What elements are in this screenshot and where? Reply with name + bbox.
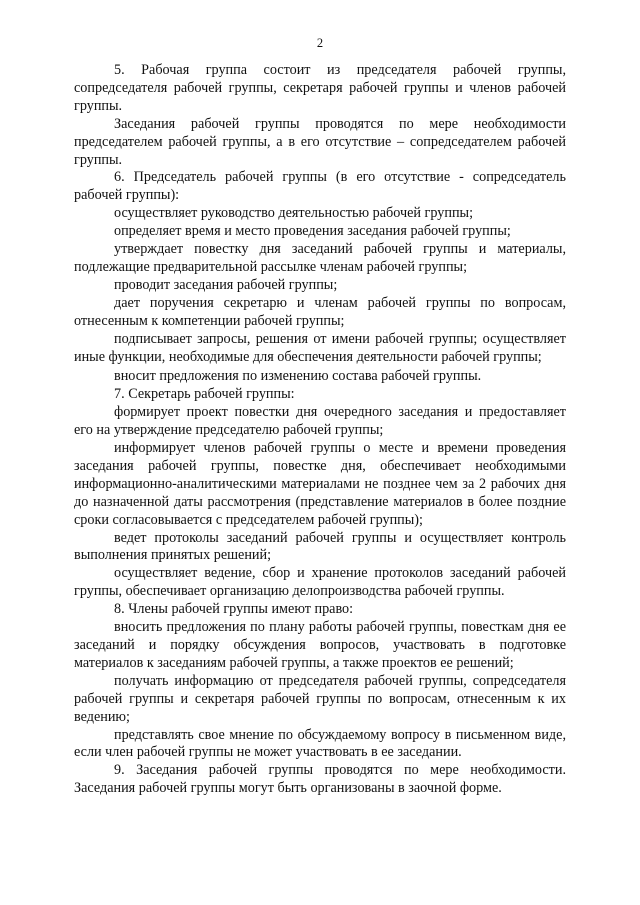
paragraph-chair-duty-2: определяет время и место проведения заседания рабочей группы; <box>114 223 511 240</box>
paragraph-7: 7. Секретарь рабочей группы: <box>114 386 295 403</box>
paragraph-chair-duty-6: подписывает запросы, решения от имени рабочей группы; осуществляет иные функции, необходимые для обеспечения деятельности рабочей группы; <box>74 330 566 365</box>
page-number: 2 <box>316 36 324 50</box>
paragraph-8: 8. Члены рабочей группы имеют право: <box>114 601 354 618</box>
paragraph-chair-duty-3: утверждает повестку дня заседаний рабочей группы и материалы, подлежащие предварительной рассылке членам рабочей группы; <box>74 241 566 275</box>
paragraph-secretary-duty-1: формирует проект повестки дня очередного заседания и предоставляет его на утверждение председателю рабочей группы; <box>74 404 566 439</box>
paragraph-9: 9. Заседания рабочей группы проводятся по мере необходимости. Заседания рабочей группы могут быть организованы в заочной форме. <box>74 762 566 797</box>
paragraph-secretary-duty-3: ведет протоколы заседаний рабочей группы и осуществляет контроль выполнения принятых решений; <box>74 529 566 564</box>
paragraph-chair-duty-4: проводит заседания рабочей группы; <box>114 276 338 293</box>
paragraph-chair-duty-5: дает поручения секретарю и членам рабочей группы по вопросам, отнесенным к компетенции рабочей группы; <box>74 294 566 329</box>
paragraph-member-right-1: вносить предложения по плану работы рабочей группы, повесткам дня ее заседаний и порядку обсуждения вопросов, участвовать в подготовке материалов к заседаниям рабочей группы, а также проектов ее решений; <box>74 619 566 671</box>
paragraph-5: 5. Рабочая группа состоит из председателя рабочей группы, сопредседателя рабочей группы, секретаря рабочей группы и членов рабочей группы. <box>74 62 566 114</box>
paragraph-6: 6. Председатель рабочей группы (в его отсутствие - сопредседатель рабочей группы): <box>74 169 566 204</box>
paragraph-meetings: Заседания рабочей группы проводятся по мере необходимости председателем рабочей группы, а в его отсутствие – сопредседателем рабочей группы. <box>74 115 566 168</box>
paragraph-secretary-duty-2: информирует членов рабочей группы о месте и времени проведения заседания рабочей группы, повестке дня, обеспечивает необходимыми информационно-аналитическими материалами не позднее чем за 2 рабочих дня до назначенной даты рассмотрения (представление материалов в более поздние сроки согласовывается с председателем рабочей группы); <box>74 440 566 528</box>
paragraph-member-right-3: представлять свое мнение по обсуждаемому вопросу в письменном виде, если член рабочей группы не может участвовать в ее заседании. <box>74 726 566 761</box>
document-body <box>74 62 566 798</box>
paragraph-chair-duty-7: вносит предложения по изменению состава рабочей группы. <box>114 368 482 385</box>
paragraph-member-right-2: получать информацию от председателя рабочей группы, сопредседателя рабочей группы и секретаря рабочей группы по вопросам, отнесенным к их ведению; <box>74 672 566 725</box>
paragraph-secretary-duty-4: осуществляет ведение, сбор и хранение протоколов заседаний рабочей группы, обеспечивает организацию делопроизводства рабочей группы. <box>74 565 566 600</box>
paragraph-chair-duty-1: осуществляет руководство деятельностью рабочей группы; <box>114 205 474 222</box>
